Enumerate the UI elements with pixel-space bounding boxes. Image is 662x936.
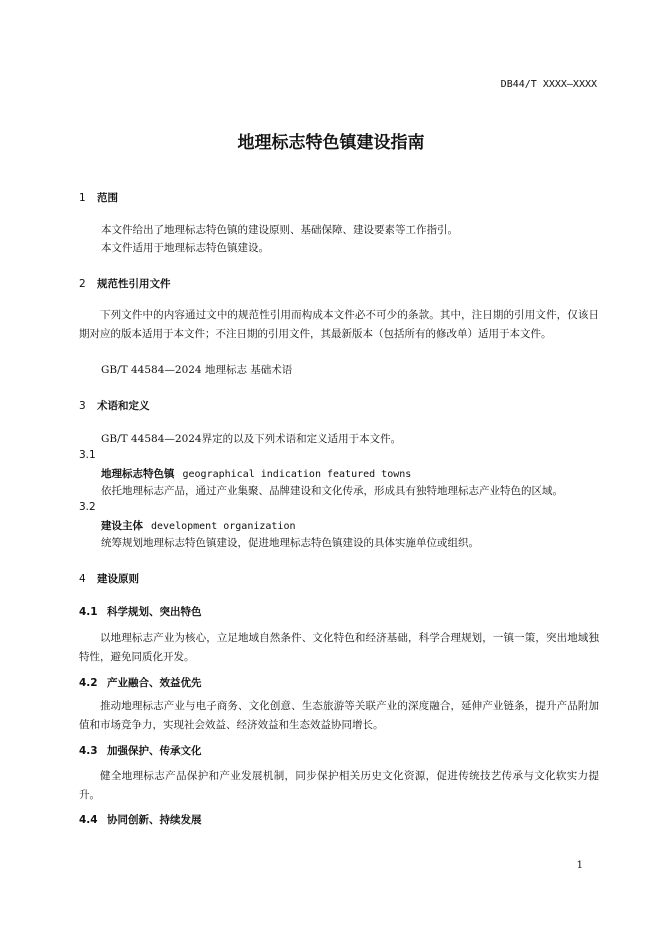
paragraph: 健全地理标志产品保护和产业发展机制，同步保护相关历史文化资源，促进传统技艺传承与文化软实力提升。	[79, 770, 599, 801]
section-2-heading	[79, 276, 171, 291]
subsection-number: 4.2	[79, 677, 98, 689]
paragraph: 本文件给出了地理标志特色镇的建设原则、基础保障、建设要素等工作指引。	[101, 224, 458, 236]
subsection-4-4-heading	[79, 812, 202, 827]
term-definition: 统筹规划地理标志特色镇建设，促进地理标志特色镇建设的具体实施单位或组织。	[101, 537, 479, 549]
term-number: 3.1	[79, 449, 96, 461]
document-number: DB44/T XXXX—XXXX	[500, 79, 597, 90]
paragraph: 本文件适用于地理标志特色镇建设。	[101, 242, 269, 254]
section-number: 4	[79, 573, 86, 585]
subsection-number: 4.1	[79, 606, 98, 618]
term-chinese: 建设主体	[101, 520, 143, 532]
subsection-number: 4.4	[79, 814, 98, 826]
subsection-4-1-heading	[79, 604, 202, 619]
term-english: development organization	[151, 521, 296, 532]
section-title: 术语和定义	[97, 400, 150, 412]
term-english: geographical indication featured towns	[182, 469, 412, 480]
section-4-heading	[79, 571, 139, 586]
page-number: 1	[576, 860, 583, 871]
section-1-heading	[79, 190, 118, 205]
term-entry	[101, 466, 411, 481]
subsection-title: 协同创新、持续发展	[107, 814, 202, 826]
paragraph: GB/T 44584—2024界定的以及下列术语和定义适用于本文件。	[101, 433, 402, 445]
term-number: 3.2	[79, 501, 96, 513]
subsection-4-3-heading	[79, 743, 202, 758]
term-chinese: 地理标志特色镇	[101, 468, 175, 480]
subsection-title: 科学规划、突出特色	[107, 606, 202, 618]
section-3-heading	[79, 398, 150, 413]
subsection-4-2-heading	[79, 675, 202, 690]
section-title: 范围	[97, 192, 118, 204]
document-title: 地理标志特色镇建设指南	[237, 133, 425, 153]
paragraph: 推动地理标志产业与电子商务、文化创意、生态旅游等关联产业的深度融合，延伸产业链条，提升产品附加值和市场竞争力，实现社会效益、经济效益和生态效益协同增长。	[79, 700, 599, 731]
section-title: 规范性引用文件	[97, 278, 171, 290]
section-number: 3	[79, 400, 86, 412]
normative-reference: GB/T 44584—2024 地理标志 基础术语	[101, 364, 293, 376]
subsection-title: 加强保护、传承文化	[107, 745, 202, 757]
paragraph: 下列文件中的内容通过文中的规范性引用而构成本文件必不可少的条款。其中，注日期的引用文件，仅该日期对应的版本适用于本文件；不注日期的引用文件，其最新版本（包括所有的修改单）适用于本文件。	[79, 309, 599, 340]
subsection-title: 产业融合、效益优先	[107, 677, 202, 689]
subsection-number: 4.3	[79, 745, 98, 757]
term-definition: 依托地理标志产品，通过产业集聚、品牌建设和文化传承，形成具有独特地理标志产业特色的区域。	[101, 485, 563, 497]
section-number: 2	[79, 278, 86, 290]
paragraph: 以地理标志产业为核心，立足地域自然条件、文化特色和经济基础，科学合理规划，一镇一策，突出地域独特性，避免同质化开发。	[79, 632, 599, 663]
section-title: 建设原则	[97, 573, 139, 585]
term-entry	[101, 518, 296, 533]
section-number: 1	[79, 192, 86, 204]
